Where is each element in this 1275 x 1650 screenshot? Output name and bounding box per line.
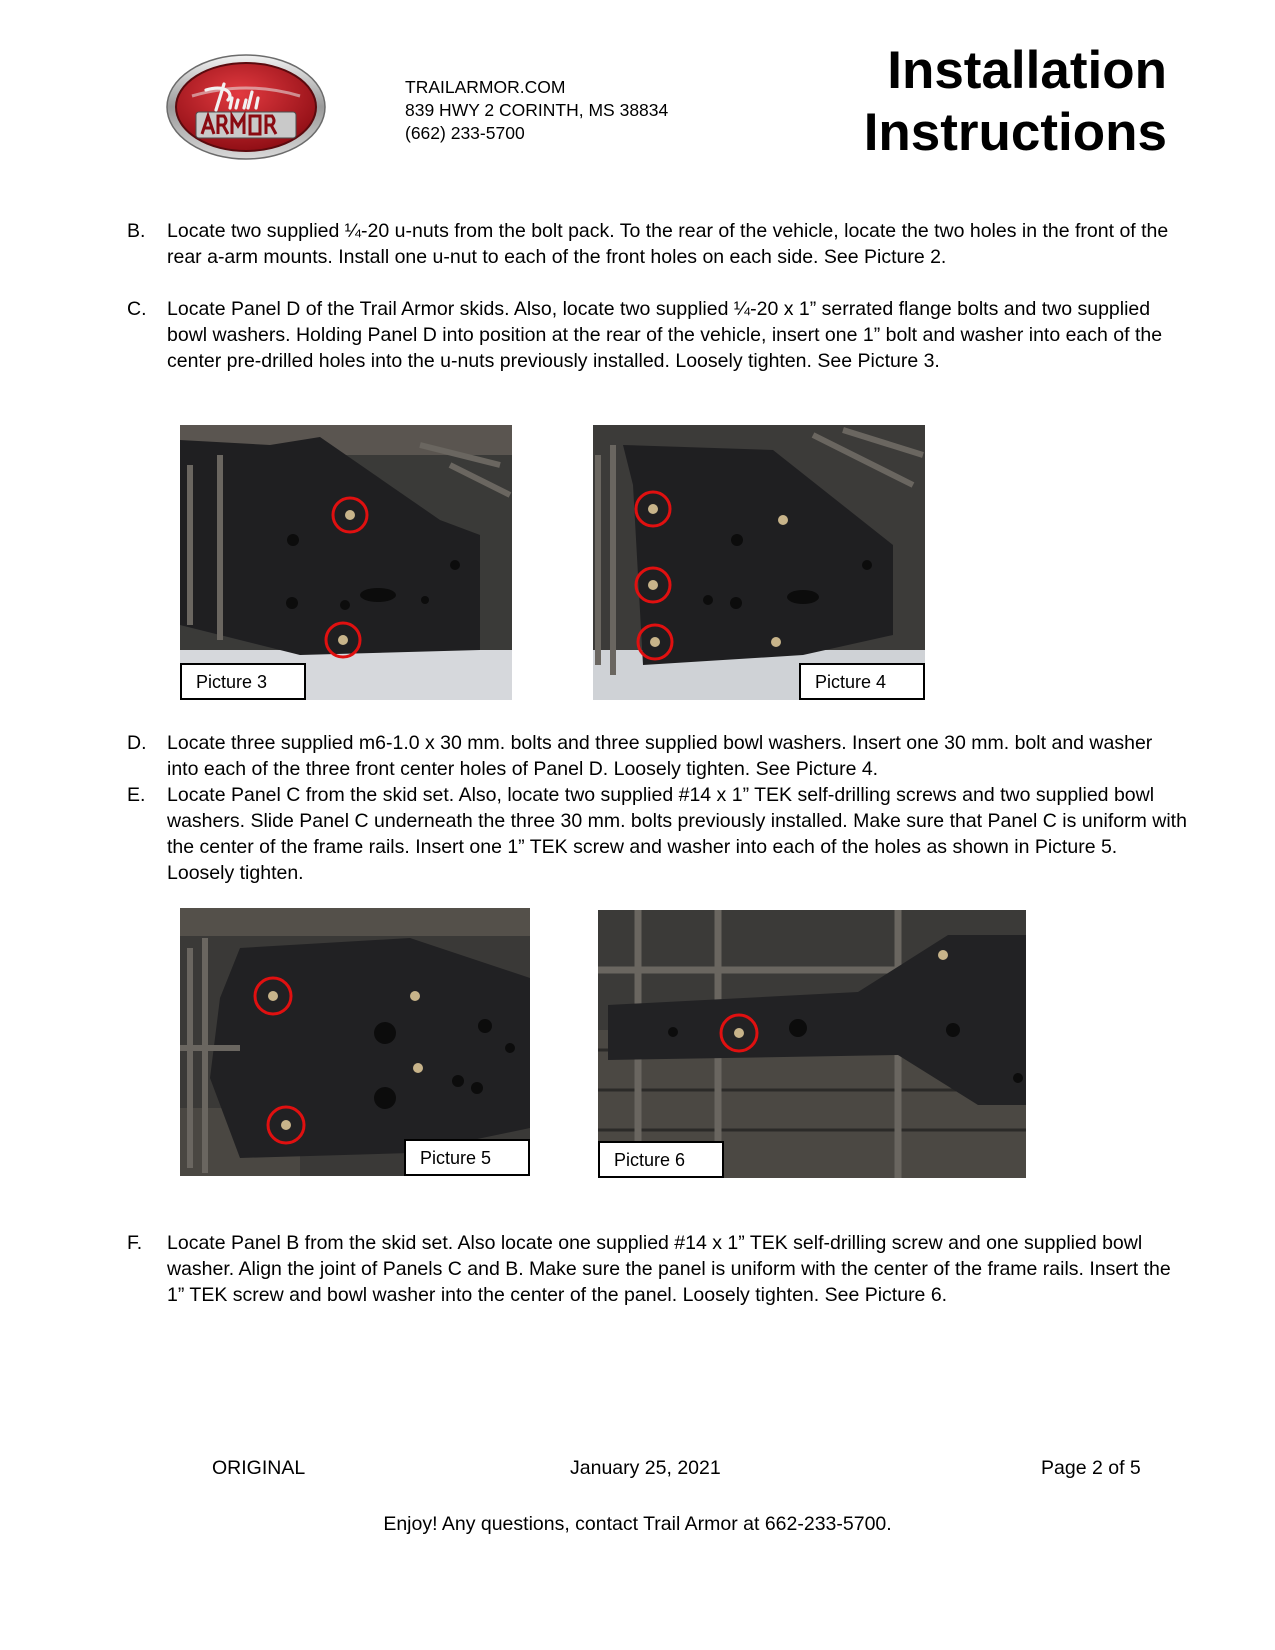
step-text: Locate three supplied m6-1.0 x 30 mm. bolts and three supplied bowl washers. Insert one 30 mm. bolt and washer into each of the three front center holes of Panel D. Loosely tighten. See Picture 4. [167,732,1153,780]
step-letter: E. [127,784,146,806]
step-d [127,730,1187,782]
step-text: Locate Panel D of the Trail Armor skids. Also, locate two supplied ¼-20 x 1” serrated flange bolts and two supplied bowl washers. Holding Panel D into position at the rear of the vehicle, insert one 1” bolt and washer into each of the center pre-drilled holes into the u-nuts previously installed. Loosely tighten. See Picture 3. [167,298,1163,372]
footer-version: ORIGINAL [212,1457,306,1479]
title-line-2: Instructions [863,103,1167,162]
address-street: 839 HWY 2 CORINTH, MS 38834 [405,100,669,120]
address-website: TRAILARMOR.COM [405,77,566,97]
step-text: Locate Panel C from the skid set. Also, locate two supplied #14 x 1” TEK self-drilling screws and two supplied bowl washers. Slide Panel C underneath the three 30 mm. bolts previously installed. Make sure that Panel C is uniform with the center of the frame rails. Insert one 1” TEK screw and washer into each of the holes as shown in Picture 5. Loosely tighten. [167,784,1187,884]
step-letter: B. [127,220,146,242]
title-line-1: Installation [887,41,1167,100]
picture-4-photo [593,425,925,700]
picture-caption: Picture 6 [598,1141,724,1178]
footer-page-number: Page 2 of 5 [1041,1457,1141,1479]
address-phone: (662) 233-5700 [405,123,525,143]
picture-3-photo [180,425,512,700]
picture-5-photo [180,908,530,1176]
picture-caption: Picture 4 [799,663,925,700]
step-letter: C. [127,298,147,320]
footer-date: January 25, 2021 [570,1457,721,1479]
step-f [127,1230,1187,1308]
picture-caption: Picture 5 [404,1139,530,1176]
step-text: Locate Panel B from the skid set. Also locate one supplied #14 x 1” TEK self-drilling screw and one supplied bowl washer. Align the joint of Panels C and B. Make sure the panel is uniform with the center of the frame rails. Insert the 1” TEK screw and bowl washer into the center of the panel. Loosely tighten. See Picture 6. [167,1232,1171,1306]
step-letter: D. [127,732,147,754]
step-e [127,782,1187,886]
step-b [127,218,1187,270]
trail-armor-logo [166,54,326,160]
footer-contact-note: Enjoy! Any questions, contact Trail Armor at 662-233-5700. [383,1513,892,1535]
picture-caption: Picture 3 [180,663,306,700]
picture-6-photo [598,910,1026,1178]
step-letter: F. [127,1232,143,1254]
trail-armor-logo-icon [166,54,326,160]
step-c [127,296,1187,374]
page-title [864,40,1167,164]
company-address [405,76,668,145]
step-text: Locate two supplied ¼-20 u-nuts from the bolt pack. To the rear of the vehicle, locate the two holes in the front of the rear a-arm mounts. Install one u-nut to each of the front holes on each side. See Picture 2. [167,220,1169,268]
